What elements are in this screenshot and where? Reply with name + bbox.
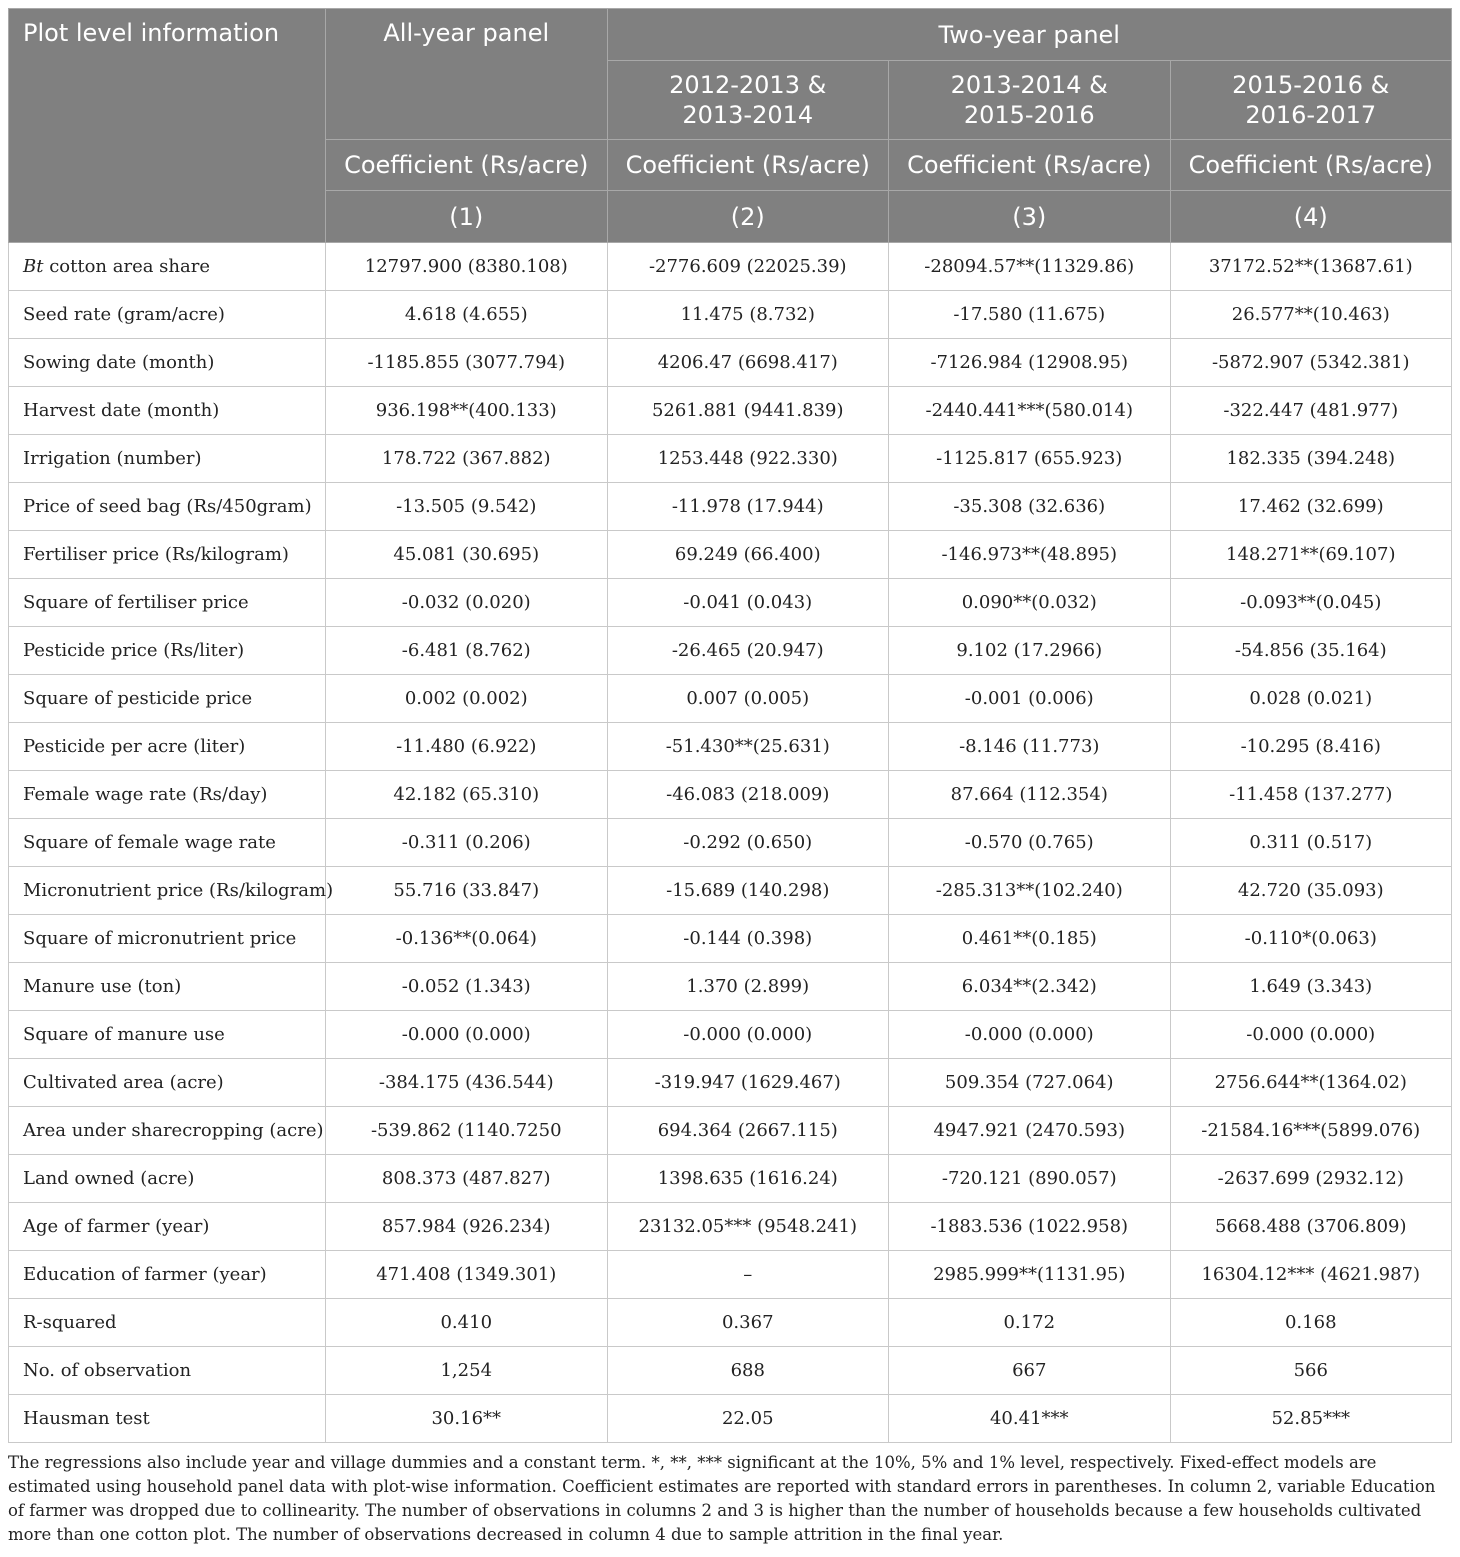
row-label — [9, 963, 326, 1011]
cell-col-2: -26.465 (20.947) — [607, 627, 889, 675]
cell-col-4: -21584.16***(5899.076) — [1170, 1107, 1452, 1155]
cell-col-4: 26.577**(10.463) — [1170, 291, 1452, 339]
cell-col-4: 148.271**(69.107) — [1170, 531, 1452, 579]
cell-col-3: -1125.817 (655.923) — [889, 435, 1171, 483]
cell-col-4: 2756.644**(1364.02) — [1170, 1059, 1452, 1107]
header-col-number-2: (2) — [607, 191, 889, 243]
row-label — [9, 771, 326, 819]
cell-col-3: -17.580 (11.675) — [889, 291, 1171, 339]
regression-table-container — [8, 8, 1451, 1547]
cell-col-3: 0.172 — [889, 1299, 1171, 1347]
row-label — [9, 1395, 326, 1443]
cell-col-4: -0.093**(0.045) — [1170, 579, 1452, 627]
table-row — [9, 435, 1452, 483]
cell-col-2: 1253.448 (922.330) — [607, 435, 889, 483]
header-coefficient-3: Coefficient (Rs/acre) — [889, 140, 1171, 191]
row-label-text: Female wage rate (Rs/day) — [23, 784, 268, 805]
row-label — [9, 387, 326, 435]
table-footnote: The regressions also include year and village dummies and a constant term. *, **, *** significant at the 10%, 5% and 1% level, respectively. Fixed-effect models are estimated using household panel data with plot-wise information. Coefficient estimates are reported with standard errors in parentheses. In column 2, variable Education of farmer was dropped due to collinearity. The number of observations in columns 2 and 3 is higher than the number of households because a few households cultivated more than one cotton plot. The number of observations decreased in column 4 due to sample attrition in the final year. — [8, 1453, 1436, 1544]
table-body — [9, 243, 1452, 1443]
table-row — [9, 1395, 1452, 1443]
row-label — [9, 483, 326, 531]
cell-col-2: -0.144 (0.398) — [607, 915, 889, 963]
row-label-text: Square of manure use — [23, 1024, 225, 1045]
cell-col-4: 52.85*** — [1170, 1395, 1452, 1443]
cell-col-4: -54.856 (35.164) — [1170, 627, 1452, 675]
cell-col-2: -51.430**(25.631) — [607, 723, 889, 771]
row-label-text: Land owned (acre) — [23, 1168, 195, 1189]
row-label-text: Square of micronutrient price — [23, 928, 297, 949]
cell-col-2: 1.370 (2.899) — [607, 963, 889, 1011]
row-label — [9, 819, 326, 867]
row-label — [9, 1011, 326, 1059]
cell-col-4: 17.462 (32.699) — [1170, 483, 1452, 531]
cell-col-2: 11.475 (8.732) — [607, 291, 889, 339]
row-label — [9, 1155, 326, 1203]
table-row — [9, 867, 1452, 915]
header-period-3 — [889, 61, 1171, 140]
row-label — [9, 675, 326, 723]
cell-col-4: 0.168 — [1170, 1299, 1452, 1347]
cell-col-2: -11.978 (17.944) — [607, 483, 889, 531]
cell-col-1: -384.175 (436.544) — [326, 1059, 608, 1107]
cell-col-3: 87.664 (112.354) — [889, 771, 1171, 819]
header-all-year-panel: All-year panel — [326, 9, 608, 140]
table-row — [9, 1251, 1452, 1299]
cell-col-3: -285.313**(102.240) — [889, 867, 1171, 915]
cell-col-1: 936.198**(400.133) — [326, 387, 608, 435]
cell-col-4: -2637.699 (2932.12) — [1170, 1155, 1452, 1203]
cell-col-1: -539.862 (1140.7250 — [326, 1107, 608, 1155]
cell-col-2: 0.367 — [607, 1299, 889, 1347]
table-row — [9, 723, 1452, 771]
table-row — [9, 1059, 1452, 1107]
row-label — [9, 579, 326, 627]
cell-col-3: -0.001 (0.006) — [889, 675, 1171, 723]
row-label-text: Pesticide per acre (liter) — [23, 736, 246, 757]
row-label — [9, 723, 326, 771]
cell-col-3: 9.102 (17.2966) — [889, 627, 1171, 675]
cell-col-2: -15.689 (140.298) — [607, 867, 889, 915]
row-label-text: Manure use (ton) — [23, 976, 182, 997]
cell-col-4: 0.311 (0.517) — [1170, 819, 1452, 867]
cell-col-2: 5261.881 (9441.839) — [607, 387, 889, 435]
cell-col-2: -2776.609 (22025.39) — [607, 243, 889, 291]
header-coefficient-2: Coefficient (Rs/acre) — [607, 140, 889, 191]
table-header — [9, 9, 1452, 243]
table-row — [9, 1299, 1452, 1347]
table-row — [9, 963, 1452, 1011]
cell-col-2: 22.05 — [607, 1395, 889, 1443]
cell-col-2: -46.083 (218.009) — [607, 771, 889, 819]
cell-col-4: -0.110*(0.063) — [1170, 915, 1452, 963]
row-label-text: Hausman test — [23, 1408, 150, 1429]
header-coefficient-4: Coefficient (Rs/acre) — [1170, 140, 1452, 191]
cell-col-3: -146.973**(48.895) — [889, 531, 1171, 579]
cell-col-1: 471.408 (1349.301) — [326, 1251, 608, 1299]
cell-col-3: -0.570 (0.765) — [889, 819, 1171, 867]
cell-col-3: 6.034**(2.342) — [889, 963, 1171, 1011]
row-label-text: Area under sharecropping (acre) — [23, 1120, 324, 1141]
cell-col-1: 1,254 — [326, 1347, 608, 1395]
cell-col-2: 688 — [607, 1347, 889, 1395]
table-row — [9, 1203, 1452, 1251]
cell-col-4: 1.649 (3.343) — [1170, 963, 1452, 1011]
cell-col-2: 69.249 (66.400) — [607, 531, 889, 579]
cell-col-1: -11.480 (6.922) — [326, 723, 608, 771]
row-label — [9, 435, 326, 483]
cell-col-1: 178.722 (367.882) — [326, 435, 608, 483]
cell-col-1: -1185.855 (3077.794) — [326, 339, 608, 387]
cell-col-1: 857.984 (926.234) — [326, 1203, 608, 1251]
row-label-text: Cultivated area (acre) — [23, 1072, 224, 1093]
table-row — [9, 291, 1452, 339]
cell-col-3: -2440.441***(580.014) — [889, 387, 1171, 435]
cell-col-1: 0.410 — [326, 1299, 608, 1347]
table-row — [9, 627, 1452, 675]
cell-col-3: 0.461**(0.185) — [889, 915, 1171, 963]
cell-col-4: -11.458 (137.277) — [1170, 771, 1452, 819]
row-label — [9, 1107, 326, 1155]
table-row — [9, 339, 1452, 387]
cell-col-1: -6.481 (8.762) — [326, 627, 608, 675]
header-period-4 — [1170, 61, 1452, 140]
row-label-text: cotton area share — [43, 256, 210, 277]
cell-col-1: 4.618 (4.655) — [326, 291, 608, 339]
cell-col-1: 55.716 (33.847) — [326, 867, 608, 915]
cell-col-2: – — [607, 1251, 889, 1299]
row-label — [9, 867, 334, 915]
cell-col-4: 5668.488 (3706.809) — [1170, 1203, 1452, 1251]
cell-col-3: 509.354 (727.064) — [889, 1059, 1171, 1107]
cell-col-1: -0.052 (1.343) — [326, 963, 608, 1011]
table-row — [9, 819, 1452, 867]
table-row — [9, 483, 1452, 531]
header-col-number-1: (1) — [326, 191, 608, 243]
cell-col-1: 30.16** — [326, 1395, 608, 1443]
table-row — [9, 579, 1452, 627]
cell-col-2: 0.007 (0.005) — [607, 675, 889, 723]
row-label — [9, 1299, 326, 1347]
table-row — [9, 1011, 1452, 1059]
row-label-text: Harvest date (month) — [23, 400, 220, 421]
cell-col-3: 40.41*** — [889, 1395, 1171, 1443]
cell-col-2: 23132.05*** (9548.241) — [607, 1203, 889, 1251]
cell-col-3: 2985.999**(1131.95) — [889, 1251, 1171, 1299]
table-row — [9, 675, 1452, 723]
table-row — [9, 1347, 1452, 1395]
cell-col-1: 42.182 (65.310) — [326, 771, 608, 819]
table-row — [9, 531, 1452, 579]
row-label — [9, 291, 326, 339]
table-row — [9, 243, 1452, 291]
cell-col-2: -0.000 (0.000) — [607, 1011, 889, 1059]
row-label-text: Sowing date (month) — [23, 352, 215, 373]
cell-col-1: 808.373 (487.827) — [326, 1155, 608, 1203]
row-label-italic: Bt — [23, 256, 44, 277]
header-period-2 — [607, 61, 889, 140]
cell-col-4: -322.447 (481.977) — [1170, 387, 1452, 435]
header-two-year-panel: Two-year panel — [607, 9, 1452, 61]
row-label — [9, 243, 326, 291]
table-row — [9, 387, 1452, 435]
row-label-text: Pesticide price (Rs/liter) — [23, 640, 245, 661]
cell-col-4: 42.720 (35.093) — [1170, 867, 1452, 915]
table-row — [9, 1107, 1452, 1155]
cell-col-3: 0.090**(0.032) — [889, 579, 1171, 627]
table-row — [9, 915, 1452, 963]
header-col-number-3: (3) — [889, 191, 1171, 243]
cell-col-4: -0.000 (0.000) — [1170, 1011, 1452, 1059]
cell-col-1: -0.032 (0.020) — [326, 579, 608, 627]
row-label-text: Fertiliser price (Rs/kilogram) — [23, 544, 289, 565]
header-coefficient-1: Coefficient (Rs/acre) — [326, 140, 608, 191]
cell-col-4: 182.335 (394.248) — [1170, 435, 1452, 483]
row-label-text: Seed rate (gram/acre) — [23, 304, 225, 325]
cell-col-2: 1398.635 (1616.24) — [607, 1155, 889, 1203]
row-label-text: Price of seed bag (Rs/450gram) — [23, 496, 312, 517]
cell-col-3: -28094.57**(11329.86) — [889, 243, 1171, 291]
cell-col-1: 45.081 (30.695) — [326, 531, 608, 579]
cell-col-3: -1883.536 (1022.958) — [889, 1203, 1171, 1251]
row-label — [9, 339, 326, 387]
row-label — [9, 627, 326, 675]
row-label-text: Square of fertiliser price — [23, 592, 249, 613]
cell-col-1: -13.505 (9.542) — [326, 483, 608, 531]
row-label-text: R-squared — [23, 1312, 117, 1333]
regression-table — [8, 8, 1452, 1443]
cell-col-2: -319.947 (1629.467) — [607, 1059, 889, 1107]
row-label-text: Age of farmer (year) — [23, 1216, 210, 1237]
cell-col-1: 12797.900 (8380.108) — [326, 243, 608, 291]
cell-col-4: -10.295 (8.416) — [1170, 723, 1452, 771]
row-label-text: Irrigation (number) — [23, 448, 202, 469]
header-col-number-4: (4) — [1170, 191, 1452, 243]
row-label — [9, 1059, 326, 1107]
period-label: 2013-2014 & 2015-2016 — [950, 71, 1108, 129]
cell-col-1: -0.000 (0.000) — [326, 1011, 608, 1059]
row-label — [9, 1251, 326, 1299]
cell-col-3: -8.146 (11.773) — [889, 723, 1171, 771]
cell-col-4: -5872.907 (5342.381) — [1170, 339, 1452, 387]
cell-col-4: 0.028 (0.021) — [1170, 675, 1452, 723]
table-row — [9, 1155, 1452, 1203]
cell-col-4: 566 — [1170, 1347, 1452, 1395]
cell-col-2: -0.041 (0.043) — [607, 579, 889, 627]
cell-col-1: 0.002 (0.002) — [326, 675, 608, 723]
cell-col-1: -0.136**(0.064) — [326, 915, 608, 963]
table-row — [9, 771, 1452, 819]
cell-col-2: -0.292 (0.650) — [607, 819, 889, 867]
row-label-text: Education of farmer (year) — [23, 1264, 267, 1285]
period-label: 2012-2013 & 2013-2014 — [669, 71, 827, 129]
row-label — [9, 1203, 326, 1251]
cell-col-3: -0.000 (0.000) — [889, 1011, 1171, 1059]
row-label — [9, 531, 326, 579]
cell-col-3: 667 — [889, 1347, 1171, 1395]
row-label-text: No. of observation — [23, 1360, 192, 1381]
row-label-text: Square of pesticide price — [23, 688, 253, 709]
cell-col-4: 37172.52**(13687.61) — [1170, 243, 1452, 291]
period-label: 2015-2016 & 2016-2017 — [1232, 71, 1390, 129]
cell-col-2: 694.364 (2667.115) — [607, 1107, 889, 1155]
row-label — [9, 1347, 326, 1395]
header-stub: Plot level information — [9, 9, 326, 243]
row-label-text: Square of female wage rate — [23, 832, 276, 853]
cell-col-3: -7126.984 (12908.95) — [889, 339, 1171, 387]
cell-col-1: -0.311 (0.206) — [326, 819, 608, 867]
cell-col-4: 16304.12*** (4621.987) — [1170, 1251, 1452, 1299]
cell-col-2: 4206.47 (6698.417) — [607, 339, 889, 387]
cell-col-3: 4947.921 (2470.593) — [889, 1107, 1171, 1155]
row-label — [9, 915, 326, 963]
cell-col-3: -720.121 (890.057) — [889, 1155, 1171, 1203]
cell-col-3: -35.308 (32.636) — [889, 483, 1171, 531]
row-label-text: Micronutrient price (Rs/kilogram) — [23, 880, 334, 901]
